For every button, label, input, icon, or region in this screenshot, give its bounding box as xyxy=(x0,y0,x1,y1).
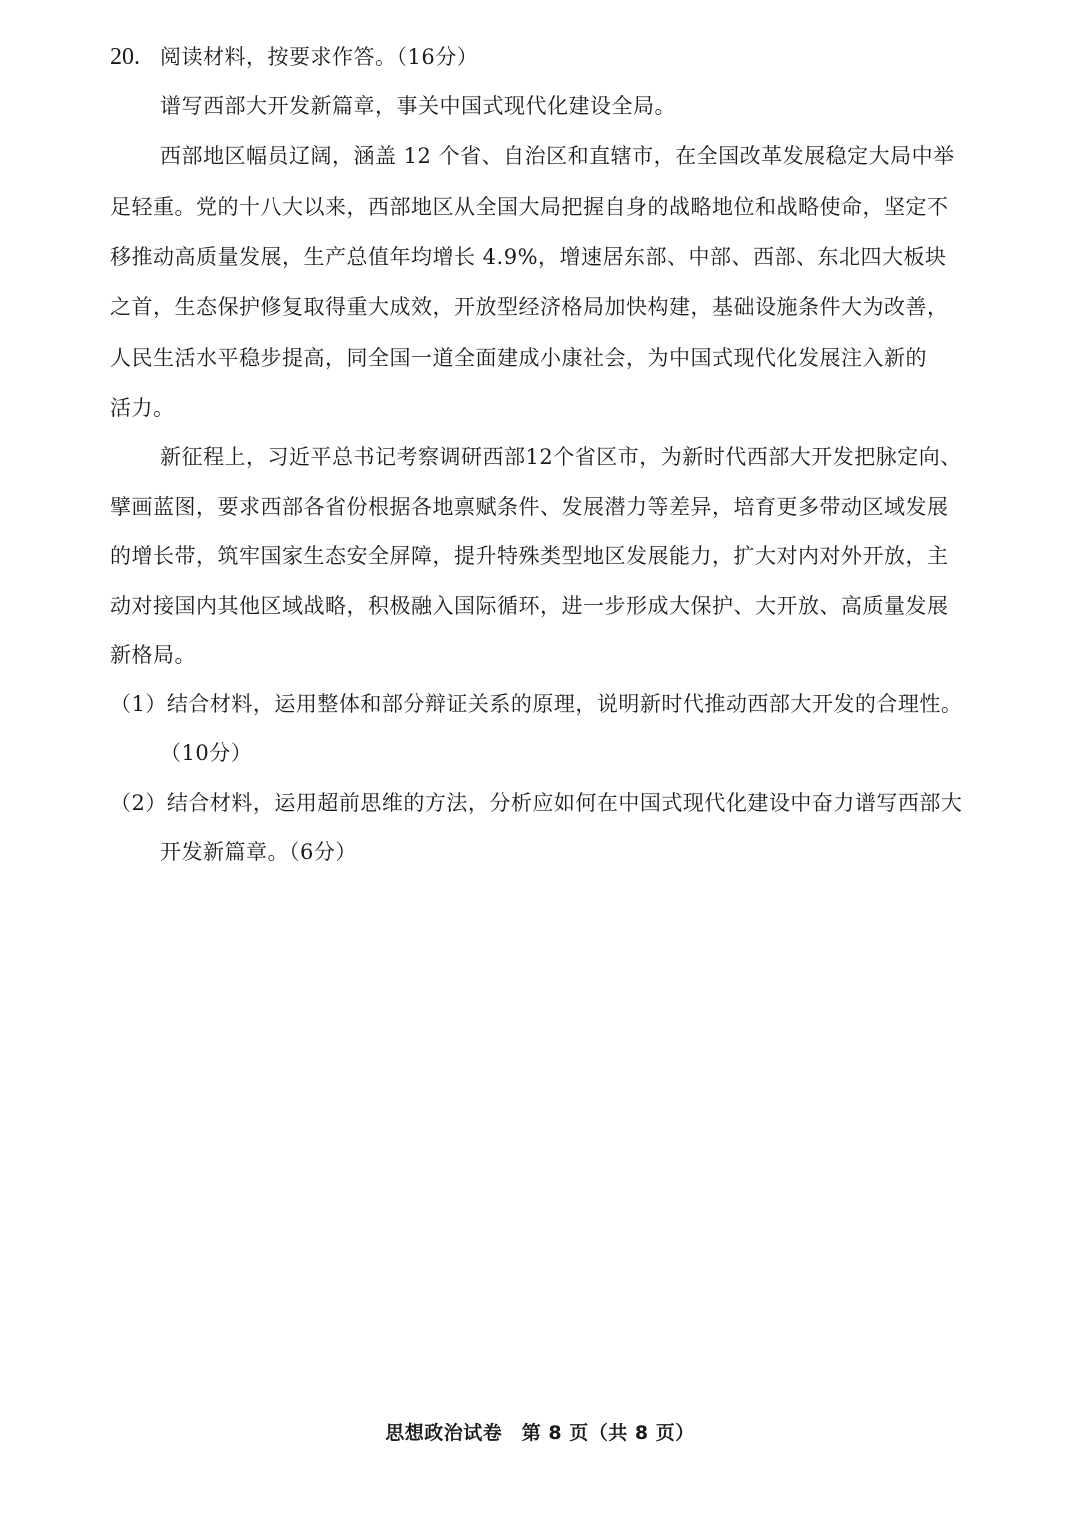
material-line: 西部地区幅员辽阔，涵盖 12 个省、自治区和直辖市，在全国改革发展稳定大局中举 xyxy=(160,144,955,168)
material-line: 擘画蓝图，要求西部各省份根据各地禀赋条件、发展潜力等差异，培育更多带动区域发展 xyxy=(110,495,949,519)
material-line: 动对接国内其他区域战略，积极融入国际循环，进一步形成大保护、大开放、高质量发展 xyxy=(110,594,949,618)
subquestion-1: （1）结合材料，运用整体和部分辩证关系的原理，说明新时代推动西部大开发的合理性。 xyxy=(110,692,963,716)
question-title: 阅读材料，按要求作答。（16分） xyxy=(160,45,479,69)
page-footer: 思想政治试卷 第 8 页（共 8 页） xyxy=(385,1422,695,1444)
question-number: 20. xyxy=(110,44,140,70)
material-line: 移推动高质量发展，生产总值年均增长 4.9%，增速居东部、中部、西部、东北四大板块 xyxy=(110,245,947,269)
material-line: 活力。 xyxy=(110,396,175,420)
material-line: 的增长带，筑牢国家生态安全屏障，提升特殊类型地区发展能力，扩大对内对外开放，主 xyxy=(110,544,949,568)
material-line: 之首，生态保护修复取得重大成效，开放型经济格局加快构建，基础设施条件大为改善， xyxy=(110,295,949,319)
subquestion-1-score: （10分） xyxy=(160,741,253,765)
material-line: 新格局。 xyxy=(110,643,196,667)
material-line: 足轻重。党的十八大以来，西部地区从全国大局把握自身的战略地位和战略使命，坚定不 xyxy=(110,195,949,219)
subquestion-2-continued: 开发新篇章。（6分） xyxy=(160,840,357,864)
material-line: 谱写西部大开发新篇章，事关中国式现代化建设全局。 xyxy=(160,94,676,118)
material-line: 新征程上，习近平总书记考察调研西部12个省区市，为新时代西部大开发把脉定向、 xyxy=(160,445,962,469)
material-line: 人民生活水平稳步提高，同全国一道全面建成小康社会，为中国式现代化发展注入新的 xyxy=(110,346,927,370)
subquestion-2: （2）结合材料，运用超前思维的方法，分析应如何在中国式现代化建设中奋力谱写西部大 xyxy=(110,791,963,815)
